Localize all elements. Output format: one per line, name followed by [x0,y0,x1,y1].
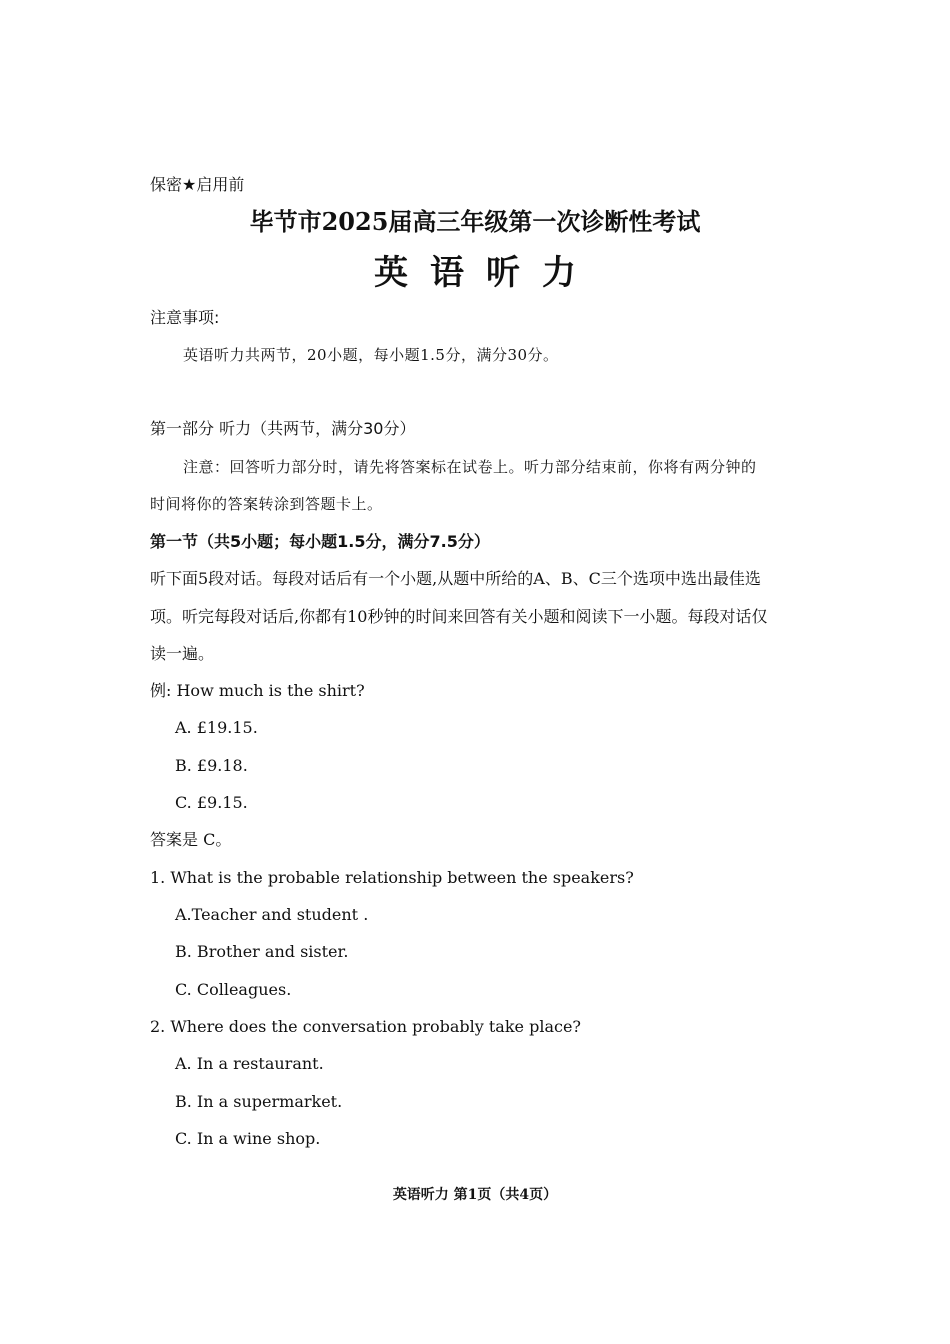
question-2-option-b: B. In a supermarket. [175,1092,343,1111]
subject-title: 英语听力 [374,253,598,293]
example-question: 例: How much is the shirt? [150,681,365,700]
question-1-option-c: C. Colleagues. [175,980,292,999]
section-one-instruction-line-3: 读一遍。 [150,644,215,663]
example-option-a: A. £19.15. [175,718,258,737]
section-one-heading: 第一节（共5小题；每小题1.5分，满分7.5分） [150,532,490,551]
notice-text: 英语听力共两节，20小题，每小题1.5分，满分30分。 [183,346,559,364]
exam-title: 毕节市2025届高三年级第一次诊断性考试 [249,207,701,236]
section-one-instruction-line-1: 听下面5段对话。每段对话后有一个小题,从题中所给的A、B、C三个选项中选出最佳选 [150,569,761,588]
part-one-heading: 第一部分 听力（共两节，满分30分） [150,419,416,438]
page-footer: 英语听力 第1页（共4页） [392,1187,558,1203]
example-option-b: B. £9.18. [175,756,248,775]
question-2-option-c: C. In a wine shop. [175,1129,321,1148]
notice-heading: 注意事项: [150,308,220,327]
question-1-option-a: A.Teacher and student . [175,905,369,924]
example-option-c: C. £9.15. [175,793,248,812]
confidential-label: 保密★启用前 [150,175,245,194]
question-1-option-b: B. Brother and sister. [175,942,349,961]
section-one-instruction-line-2: 项。听完每段对话后,你都有10秒钟的时间来回答有关小题和阅读下一小题。每段对话仅 [150,607,768,626]
part-one-note-line-2: 时间将你的答案转涂到答题卡上。 [150,495,383,513]
part-one-note-line-1: 注意：回答听力部分时，请先将答案标在试卷上。听力部分结束前，你将有两分钟的 [183,458,757,476]
question-2-option-a: A. In a restaurant. [175,1054,324,1073]
question-2: 2. Where does the conversation probably take place? [150,1017,581,1036]
example-answer: 答案是 C。 [150,830,232,849]
question-1: 1. What is the probable relationship between the speakers? [150,868,634,887]
